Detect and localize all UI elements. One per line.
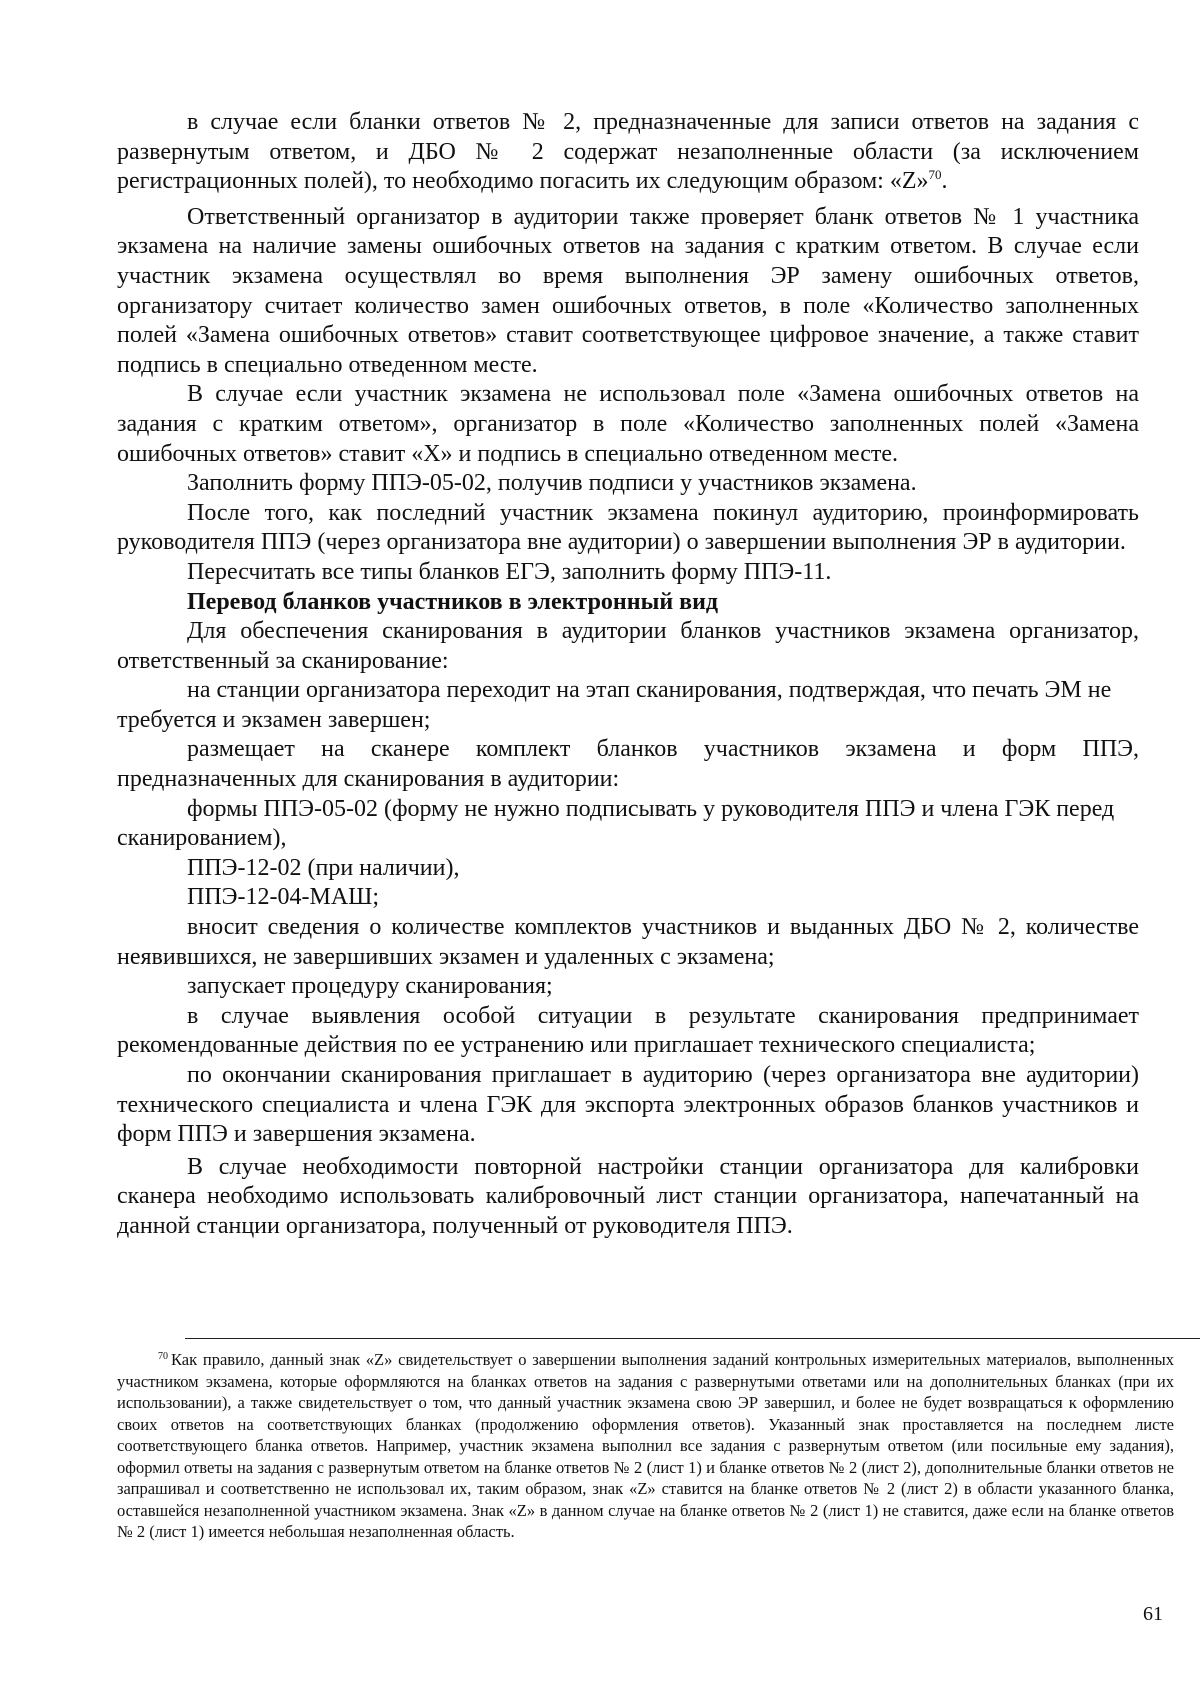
paragraph-answer-check: Ответственный организатор в аудитории также проверяет бланк ответов № 1 участника экзамена на наличие замены ошибочных ответов на задания с кратким ответом. В случае если участник экзамена осуществлял во время выполнения ЭР замену ошибочных ответов, организатору считает количество замен ошибочных ответов, в поле «Количество заполненных полей «Замена ошибочных ответов» ставит соответствующее цифровое значение, а также ставит подпись в специально отведенном месте. [117,203,1139,378]
page-number: 61 [1143,1603,1163,1625]
list-item-forms-0502: формы ППЭ-05-02 (форму не нужно подписывать у руководителя ППЭ и члена ГЭК перед сканированием), [117,795,1115,852]
list-item-special-situation: в случае выявления особой ситуации в результате сканирования предпринимает рекомендованные действия по ее устранению или приглашает технического специалиста; [117,1002,1139,1059]
body-text [117,108,1139,1242]
list-item-place-blanks: размещает на сканере комплект бланков участников экзамена и форм ППЭ, предназначенных для сканирования в аудитории: [117,736,1139,793]
list-item-after-scan: по окончании сканирования приглашает в аудиторию (через организатора вне аудитории) технического специалиста и члена ГЭК для экспорта электронных образов бланков участников и форм ППЭ и завершения экзамена. [117,1062,1139,1148]
footnote-reference[interactable]: 70 [928,167,942,183]
footnote [117,1349,1174,1543]
footnote-text: Как правило, данный знак «Z» свидетельствует о завершении выполнения заданий контрольных измерительных материалов, выполненных участником экзамена, которые оформляются на бланках ответов на задания с развернутыми ответами или на дополнительных бланках (при их использовании), а также свидетельствует о том, что данный участник экзамена свою ЭР завершил, и более не будет возвращаться к оформлению своих ответов на соответствующих бланках (продолжению оформления ответов). Указанный знак проставляется на последнем листе соответствующего бланка ответов. Например, участник экзамена выполнил все задания с развернутым ответом (или посильные ему задания), оформил ответы на задания с развернутым ответом на бланке ответов № 2 (лист 1) и бланке ответов № 2 (лист 2), дополнительные бланки ответов не запрашивал и соответственно не использовал их, таким образом, знак «Z» ставится на бланке ответов № 2 (лист 2) в области указанного бланка, оставшейся незаполненной участником экзамена. Знак «Z» в данном случае на бланке ответов № 2 (лист 1) не ставится, даже если на бланке ответов № 2 (лист 1) имеется небольшая незаполненная область. [117,1350,1174,1541]
section-heading: Перевод бланков участников в электронный вид [187,588,719,615]
list-item-form-1204: ППЭ-12-04-МАШ; [187,884,380,911]
paragraph-recount: Пересчитать все типы бланков ЕГЭ, заполнить форму ППЭ-11. [187,558,832,585]
paragraph-form-0502: Заполнить форму ППЭ-05-02, получив подписи у участников экзамена. [187,470,917,497]
paragraph-inform-head: После того, как последний участник экзамена покинул аудиторию, проинформировать руководителя ППЭ (через организатора вне аудитории) о завершении выполнения ЭР в аудитории. [117,499,1139,556]
paragraph-no-replacement: В случае если участник экзамена не использовал поле «Замена ошибочных ответов на задания с кратким ответом», организатор в поле «Количество заполненных полей «Замена ошибочных ответов» ставит «X» и подпись в специально отведенном месте. [117,381,1139,467]
list-item-form-1202: ППЭ-12-02 (при наличии), [187,854,460,881]
paragraph-calibration: В случае необходимости повторной настройки станции организатора для калибровки сканера необходимо использовать калибровочный лист станции организатора, напечатанный на данной станции организатора, полученный от руководителя ППЭ. [117,1153,1139,1239]
list-item-scan-stage: на станции организатора переходит на этап сканирования, подтверждая, что печать ЭМ не требуется и экзамен завершен; [117,677,1112,733]
paragraph-scanning-intro: Для обеспечения сканирования в аудитории бланков участников экзамена организатор, ответственный за сканирование: [117,618,1139,674]
footnote-separator [185,1338,1200,1339]
footnote-number: 70 [158,1350,168,1362]
paragraph-blank-cancel: в случае если бланки ответов № 2, предназначенные для записи ответов на задания с развернутым ответом, и ДБО № 2 содержат незаполненные области (за исключением регистрационных полей), то необходимо погасить их следующим образом: «Z»$^{70}$. [117,109,1139,195]
list-item-start-scan: запускает процедуру сканирования; [187,973,553,1000]
list-item-enter-info: вносит сведения о количестве комплектов участников и выданных ДБО № 2, количестве неявившихся, не завершивших экзамен и удаленных с экзамена; [117,914,1139,970]
